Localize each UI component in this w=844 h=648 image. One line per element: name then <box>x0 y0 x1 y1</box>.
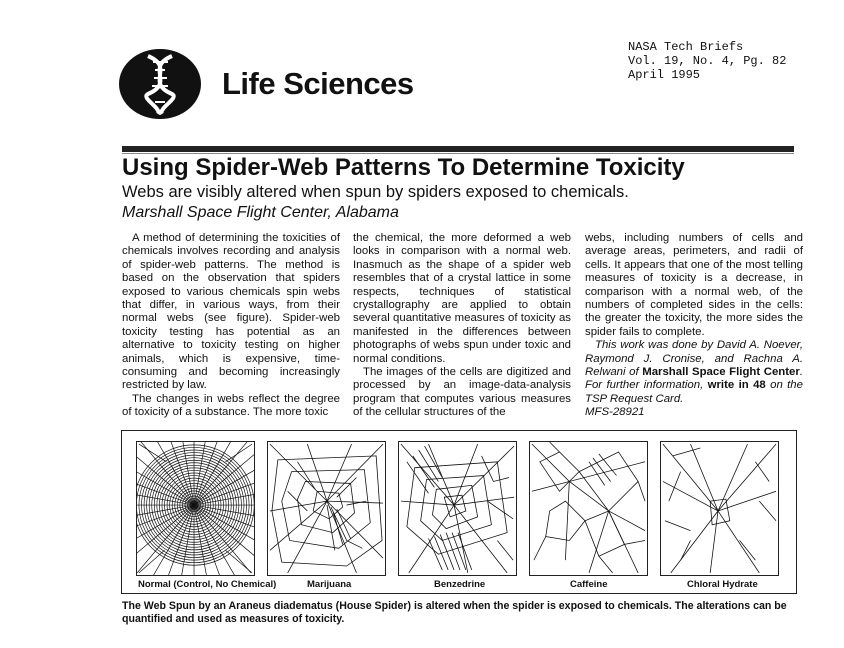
publication-reference <box>628 40 786 82</box>
web-panel-caffeine <box>529 441 648 576</box>
credit-text: This work was done by David A. Noever, Raymond J. Cronise, and Rachna A. Relwani of <box>585 339 803 379</box>
paragraph: webs, including numbers of cells and average areas, perimeters, and radii of cells. It appears that one of the most telling measures of toxicity is a decrease, in comparison with a normal web, of the numbers of completed sides in the cells: the greater the toxicity, the more sides the spider fails to complete. <box>585 232 803 338</box>
case-number: MFS-28921 <box>585 406 645 419</box>
text-column-3 <box>585 232 803 420</box>
credit-paragraph <box>585 339 803 419</box>
volume-info: Vol. 19, No. 4, Pg. 82 <box>628 54 787 68</box>
paragraph: A method of determining the toxicities of chemicals involves recording and analysis of spider-web patterns. The method is based on the observation that spiders exposed to various chemicals spin webs that differ, in various ways, from their normal webs (see figure). Spider-web toxicity testing has potential as an alternative to toxicity testing on higher animals, which is expensive, time-consuming and becoming increasingly restricted by law. <box>122 232 340 392</box>
normal-web-drawing <box>137 442 254 575</box>
panel-label-caffeine: Caffeine <box>570 579 608 590</box>
credit-text: . For further information, <box>585 366 803 392</box>
web-panel-normal <box>136 441 255 576</box>
dna-logo-icon <box>118 48 202 120</box>
figure-caption: The Web Spun by an Araneus diadematus (House Spider) is altered when the spider is exposed to chemicals. The alterations can be quantified and used as measures of toxicity. <box>122 600 787 625</box>
write-in-number: write in 48 <box>707 379 766 392</box>
article-subtitle: Webs are visibly altered when spun by spiders exposed to chemicals. <box>122 183 629 201</box>
article-title: Using Spider-Web Patterns To Determine Toxicity <box>122 154 685 181</box>
web-panel-marijuana <box>267 441 386 576</box>
panel-label-chloral-hydrate: Chloral Hydrate <box>687 579 758 590</box>
research-center: Marshall Space Flight Center, Alabama <box>122 204 399 221</box>
paragraph: the chemical, the more deformed a web looks in comparison with a normal web. Inasmuch as the shape of a spider web resembles that of a crystal lattice in some respects, techniques of statistical crystallography are applied to obtain several quantitative measures of toxicity as manifested in the differences between photographs of webs spun under toxic and normal conditions. <box>353 232 571 365</box>
web-figure <box>121 430 797 594</box>
panel-label-marijuana: Marijuana <box>307 579 352 590</box>
credit-center-name: Marshall Space Flight Center <box>642 366 800 379</box>
text-column-1 <box>122 232 340 420</box>
panel-label-normal: Normal (Control, No Chemical) <box>138 579 277 590</box>
paragraph: The images of the cells are digitized and processed by an image-data-analysis program that computes various measures of the cellular structures of the <box>353 366 571 419</box>
panel-label-benzedrine: Benzedrine <box>434 579 486 590</box>
web-panel-chloral-hydrate <box>660 441 779 576</box>
credit-text: on the TSP Request Card. <box>585 379 803 405</box>
publication-name: NASA Tech Briefs <box>628 40 744 54</box>
issue-date: April 1995 <box>628 68 701 82</box>
paragraph: The changes in webs reflect the degree of toxicity of a substance. The more toxic <box>122 392 340 419</box>
section-title: Life Sciences <box>222 66 414 101</box>
header-rule <box>122 146 794 152</box>
text-column-2 <box>353 232 571 420</box>
web-panel-benzedrine <box>398 441 517 576</box>
